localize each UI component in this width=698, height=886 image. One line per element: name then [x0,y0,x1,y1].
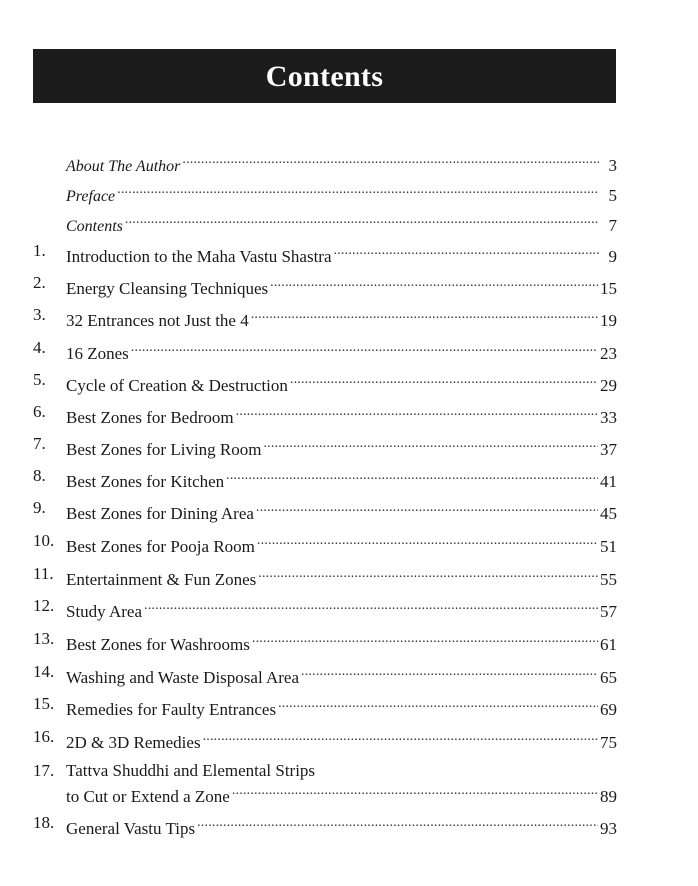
dot-leader [252,628,598,650]
toc-entry-title: About The Author [66,158,181,175]
chapter-number: 9. [33,498,46,517]
dot-leader [251,304,598,326]
dot-leader [182,149,599,171]
toc-entry-title: Best Zones for Living Room [66,440,262,459]
dot-leader [278,693,598,715]
dot-leader [258,563,598,585]
toc-entry-title: Introduction to the Maha Vastu Shastra [66,247,332,266]
chapter-number: 1. [33,241,46,260]
chapter-number: 13. [33,629,55,648]
toc-entry-page: 15 [600,279,617,298]
toc-entry-title: 32 Entrances not Just the 4 [66,311,249,330]
toc-entry-page: 93 [600,819,617,838]
dot-leader [226,465,598,487]
dot-leader [263,433,598,455]
toc-entry-title: Best Zones for Bedroom [66,408,234,427]
toc-entry-page: 89 [600,787,617,806]
toc-entry-page: 19 [600,311,617,330]
dot-leader [117,179,599,201]
dot-leader [301,661,598,683]
contents-banner [33,49,616,103]
toc-entry-title: Cycle of Creation & Destruction [66,376,288,395]
toc-entry-title: 16 Zones [66,344,129,363]
dot-leader [203,726,598,748]
toc-entry-page: 57 [600,602,617,621]
chapter-number: 14. [33,662,55,681]
toc-entry-page: 69 [600,700,617,719]
chapter-number: 16. [33,727,55,746]
toc-entry-title: General Vastu Tips [66,819,196,838]
toc-entry-title-line1: Tattva Shuddhi and Elemental Strips [66,761,316,780]
dot-leader [257,530,598,552]
chapter-number: 2. [33,273,46,292]
toc-entry-title: 2D & 3D Remedies [66,733,201,752]
chapter-number: 8. [33,466,46,485]
toc-entry-page: 55 [600,570,617,589]
dot-leader [334,240,599,262]
toc-entry-page: 41 [600,472,617,491]
toc-entry-title: Study Area [66,602,143,621]
toc-entry-title: Contents [66,218,123,235]
toc-entry-page: 45 [600,504,617,523]
toc-entry-title: Best Zones for Pooja Room [66,537,255,556]
toc-entry-title: to Cut or Extend a Zone [66,787,230,806]
toc-entry-page: 23 [600,344,617,363]
chapter-number: 18. [33,813,55,832]
toc-entry-title: Preface [66,188,116,205]
dot-leader [125,209,599,231]
chapter-number: 15. [33,694,55,713]
toc-entry-page: 61 [600,635,617,654]
toc-entry-title: Remedies for Faulty Entrances [66,700,277,719]
dot-leader [131,337,598,359]
chapter-number: 12. [33,596,55,615]
chapter-number: 11. [33,564,54,583]
chapter-number: 7. [33,434,46,453]
chapter-number: 4. [33,338,46,357]
toc-entry-page: 3 [608,156,617,175]
dot-leader [197,812,598,834]
toc-entry-page: 51 [600,537,617,556]
toc-entry-title: Energy Cleansing Techniques [66,279,269,298]
toc-entry-page: 75 [600,733,617,752]
toc-entry-page: 33 [600,408,617,427]
toc-entry-title: Best Zones for Washrooms [66,635,250,654]
chapter-number: 5. [33,370,46,389]
toc-entry-title: Best Zones for Kitchen [66,472,225,491]
chapter-number: 3. [33,305,46,324]
dot-leader [144,595,598,617]
dot-leader [256,497,598,519]
toc-entry-page: 9 [608,247,617,266]
toc-entry-page: 5 [608,186,617,205]
toc-entry-title: Entertainment & Fun Zones [66,570,257,589]
toc-entry-page: 37 [600,440,617,459]
toc-entry-page: 29 [600,376,617,395]
toc-entry-page: 65 [600,668,617,687]
toc-entry-title: Best Zones for Dining Area [66,504,254,523]
dot-leader [270,272,598,294]
chapter-number: 6. [33,402,46,421]
toc-entry-title: Washing and Waste Disposal Area [66,668,300,687]
chapter-number: 10. [33,531,55,550]
dot-leader [236,401,598,423]
dot-leader [290,369,598,391]
chapter-number: 17. [33,761,55,780]
page-title: Contents [265,60,384,93]
dot-leader [232,780,598,802]
toc-entry-page: 7 [608,216,617,235]
